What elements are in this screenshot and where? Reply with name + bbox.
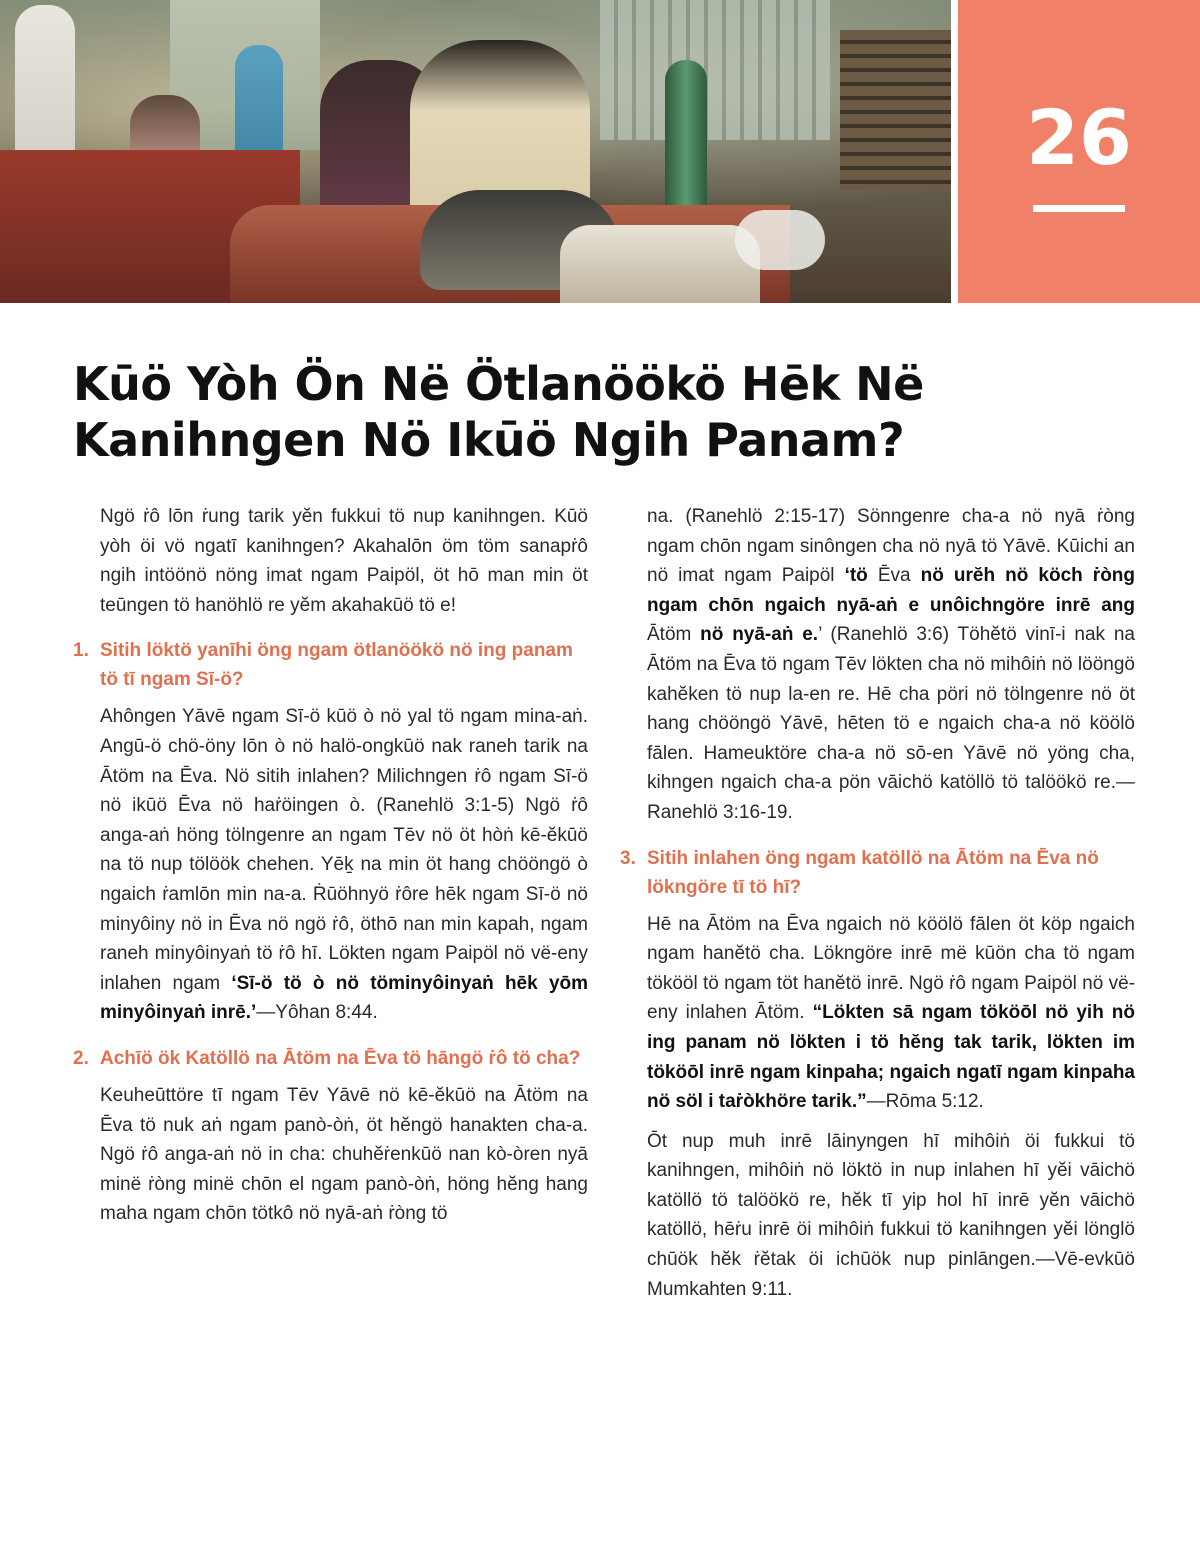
closing-paragraph: Ōt nup muh inrē lāinyngen hī mihôiṅ öi fukkui tö kanihngen, mihôiṅ nö löktö in nup inlahen hī yĕi vāichö katöllö tö talöökö re, hĕk tī yip hol hī inrē yĕn vāichö katöllö, hēṙu inrē öi mihôiṅ fukkui tö kanihngen yĕi lönglö chūök hĕk ṙĕtak öi ichūök nup pinlāngen.—Vē-evkūö Mumkahten 9:11.	[647, 1130, 1135, 1300]
question-1-text: Sitih löktö yanīhi öng ngam ötlanöökö nö ing panam tö tī ngam Sī-ö?	[100, 640, 573, 691]
intro-paragraph: Ngö ṙô lōn ṙung tarik yĕn fukkui tö nup kanihngen. Kūö yòh öi vö ngatī kanihngen? Akahalōn öm töm sanapṙô ngih intöönö nöng imat ngam Paipöl, öt hō man min öt teūngen tö hanöhlö re yĕm akahakūö tö e!	[100, 506, 588, 616]
column-right	[620, 502, 1135, 1304]
answer-2-quote-b: nö urĕh nö köch ṙòng ngam chōn ngaich nyā-aṅ e unôichngöre inrē ang	[647, 565, 1136, 616]
answer-3-paragraph	[620, 910, 1135, 1117]
answer-2-paragraph-start: Keuheūttöre tī ngam Tēv Yāvē nö kē-ĕkūö na Ātöm na Ēva tö nuk aṅ ngam panò-òṅ, öt hĕngö hanakten cha-a. Ngö ṙô anga-aṅ nö in cha: chuhĕṙenkūö nan kò-òren nyā minë ṙòng minë chōn el ngam panò-òṅ, höng hĕng hang maha ngam chōn tötkô nö nyā-aṅ ṙòng tö	[100, 1084, 588, 1225]
answer-2-text-c: Ātöm	[647, 624, 692, 646]
answer-2-paragraph-continued	[620, 502, 1135, 828]
question-2	[73, 1044, 588, 1073]
answer-2-text-b: Ēva	[877, 565, 911, 587]
question-3-number: 3.	[620, 847, 636, 869]
answer-2-text-d: ’ (Ranehlö 3:6) Töhĕtö vinī-i nak na Ātöm na Ēva tö ngam Tēv lökten cha nö mihôiṅ nö lööngö kahĕken tö nup la-en re. Hē cha pöri nö tölngenre nö öt hang chööngö Yāvē, hēten tö e ngaich cha-a nö köölö fālen. Hameuktöre cha-a nö sō-en Yāvē nö yöng cha, kihngen ngaich cha-a pön vāichö katöllö tö talöökö re.— Ranehlö 3:16-19.	[647, 624, 1135, 823]
question-3	[620, 844, 1135, 902]
answer-3-text: Hē na Ātöm na Ēva ngaich nö köölö fālen öt köp ngaich ngam hanĕtö cha. Lökngöre inrē më kūön cha tö ngam tökööl tö ngam töt hanĕtö inrē. Ngö ṙô ngam Paipöl nö vë-eny inlahen Ātöm.	[647, 913, 1135, 1024]
answer-1-reference: —Yôhan 8:44.	[256, 1002, 378, 1024]
lesson-number-underline	[1033, 205, 1125, 212]
page-title	[73, 356, 1133, 468]
answer-1-quote: ‘Sī-ö tö ò nö töminyôinyaṅ hēk yōm minyôinyaṅ inrē.’	[100, 972, 589, 1024]
answer-2-quote-a: ‘tö	[844, 565, 868, 587]
question-1	[73, 636, 588, 694]
hero-photo	[0, 0, 951, 303]
title-line-2: Kanihngen Nö Ikūö Ngih Panam?	[73, 413, 905, 467]
bed-sheet	[560, 225, 760, 303]
lesson-number: 26	[1026, 93, 1132, 182]
answer-1-paragraph	[73, 702, 588, 1028]
shutter-window	[840, 30, 951, 190]
question-3-text: Sitih inlahen öng ngam katöllö na Ātöm na Ēva nö lökngöre tī tö hī?	[647, 847, 1099, 898]
answer-3-reference: —Rōma 5:12.	[866, 1091, 984, 1113]
hospital-window-right	[600, 0, 830, 140]
question-2-number: 2.	[73, 1047, 89, 1069]
answer-1-text: Ahôngen Yāvē ngam Sī-ö kūö ò nö yal tö ngam mina-aṅ. Angū-ö chö-öny lōn ò nö halö-ongkūö nak raneh tarik na Ātöm na Ēva. Nö sitih inlahen? Milichngen ṙô ngam Sī-ö nö ikūö Ēva nö haṙöingen ò. (Ranehlö 3:1-5) Ngö ṙô anga-aṅ höng tölngenre an ngam Tēv nö öt hòṅ kē-ĕkūö na tö nup tölöök chehen. Yēḵ na min öt hang chööngö ò ngaich ṙamlōn min na-a. Ṙūöhnyö ṙôre hēk ngam Sī-ö nö minyôiny nö in Ēva nö ngö ṙô, öthō nan min kapah, ngam raneh minyôinyaṅ tö ṙô hī. Lökten ngam Paipöl nö vë-eny inlahen ngam	[100, 706, 588, 994]
lesson-badge	[958, 0, 1200, 303]
column-left	[73, 502, 588, 1229]
answer-3-quote: “Lökten sā ngam tököōl nö yih nö ing panam nö lökten i tö hĕng tak tarik, lökten im tököōl inrē ngam kinpaha; ngaich ngatī ngam kinpaha nö söl i taṙòkhöre tarik.”	[647, 1002, 1136, 1113]
answer-2-text-a: na. (Ranehlö 2:15-17) Sönngenre cha-a nö nyā ṙòng ngam chōn ngam sinôngen cha nö nyā tö Yāvē. Kūichi an nö imat ngam Paipöl	[647, 506, 1135, 587]
answer-2-quote-c: nö nyā-aṅ e.	[700, 624, 819, 646]
question-1-number: 1.	[73, 640, 89, 662]
title-line-1: Kūö Yòh Ön Në Ötlanöökö Hēk Në	[73, 357, 924, 411]
plastic-bag	[735, 210, 825, 270]
question-2-text: Achīö ök Katöllö na Ātöm na Ēva tö hāngö ṙô tö cha?	[100, 1047, 581, 1069]
